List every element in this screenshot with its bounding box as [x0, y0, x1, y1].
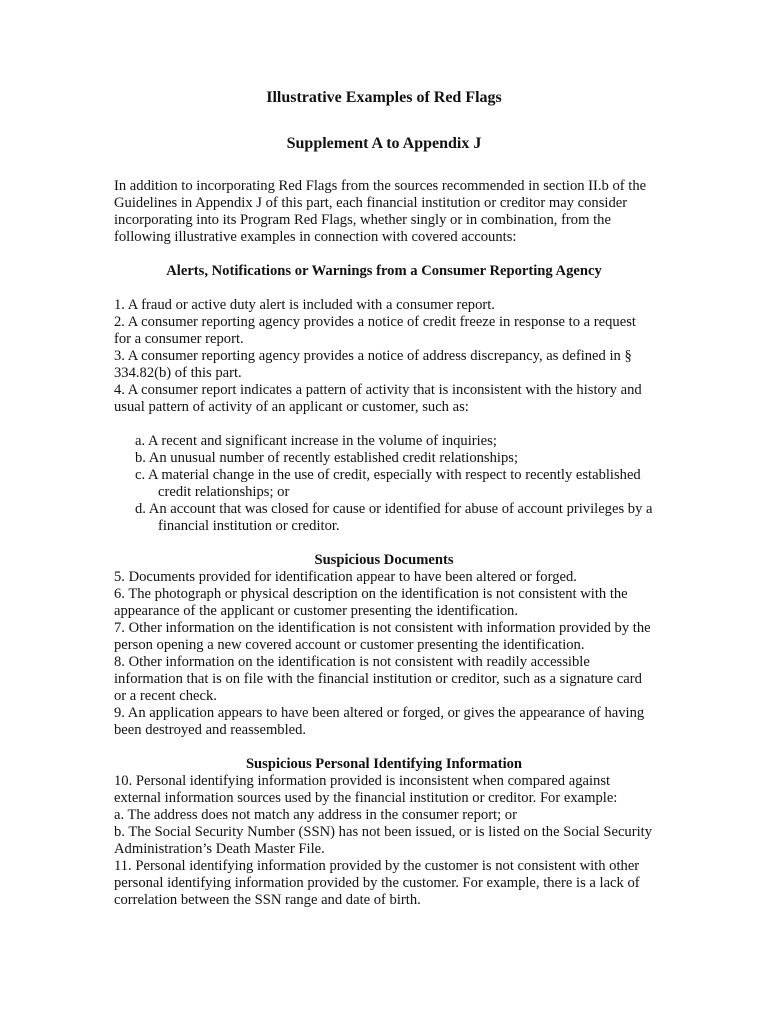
list-item: a. The address does not match any address in the consumer report; or [114, 807, 517, 823]
list-item: 9. An application appears to have been altered or forged, or gives the appearance of having been destroyed and reassembled. [114, 705, 645, 738]
list-item: 6. The photograph or physical description on the identification is not consistent with the appearance of the applicant or customer presenting the identification. [114, 586, 628, 619]
sub-list-item: d. An account that was closed for cause or identified for abuse of account privileges by a financial institution or creditor. [135, 501, 653, 534]
list-item: 11. Personal identifying information provided by the customer is not consistent with other personal identifying information provided by the customer. For example, there is a lack of correlation between the SSN range and date of birth. [114, 858, 640, 908]
document-subtitle: Supplement A to Appendix J [286, 135, 482, 152]
list-item: 8. Other information on the identification is not consistent with readily accessible information that is on file with the financial institution or creditor, such as a signature card or a recent check. [114, 654, 642, 704]
list-item: 7. Other information on the identification is not consistent with information provided by the person opening a new covered account or customer presenting the identification. [114, 620, 651, 653]
section-heading-alerts: Alerts, Notifications or Warnings from a Consumer Reporting Agency [166, 263, 602, 279]
section-heading-suspicious-pii: Suspicious Personal Identifying Information [245, 756, 523, 772]
list-item: 10. Personal identifying information provided is inconsistent when compared against external information sources used by the financial institution or creditor. For example: [114, 773, 618, 806]
section-alerts-subitems [114, 433, 654, 535]
section-alerts-items [114, 297, 654, 416]
document-title: Illustrative Examples of Red Flags [266, 89, 502, 106]
sub-list-item: c. A material change in the use of credit, especially with respect to recently established credit relationships; or [135, 467, 641, 500]
sub-list-item: a. A recent and significant increase in the volume of inquiries; [135, 433, 497, 449]
list-item: b. The Social Security Number (SSN) has not been issued, or is listed on the Social Security Administration’s Death Master File. [114, 824, 652, 857]
list-item: 2. A consumer reporting agency provides a notice of credit freeze in response to a request for a consumer report. [114, 314, 636, 347]
list-item: 5. Documents provided for identification appear to have been altered or forged. [114, 569, 577, 585]
list-item: 4. A consumer report indicates a pattern of activity that is inconsistent with the history and usual pattern of activity of an applicant or customer, such as: [114, 382, 642, 415]
sub-list-item: b. An unusual number of recently established credit relationships; [135, 450, 518, 466]
list-item: 3. A consumer reporting agency provides a notice of address discrepancy, as defined in § 334.82(b) of this part. [114, 348, 632, 381]
intro-paragraph: In addition to incorporating Red Flags from the sources recommended in section II.b of the Guidelines in Appendix J of this part, each financial institution or creditor may consider incorporating into its Program Red Flags, whether singly or in combination, from the following illustrative examples in connection with covered accounts: [114, 178, 647, 245]
document-page [114, 88, 654, 909]
section-pii-items [114, 773, 654, 909]
list-item: 1. A fraud or active duty alert is included with a consumer report. [114, 297, 495, 313]
section-heading-suspicious-documents: Suspicious Documents [314, 552, 454, 568]
section-documents-items [114, 569, 654, 739]
